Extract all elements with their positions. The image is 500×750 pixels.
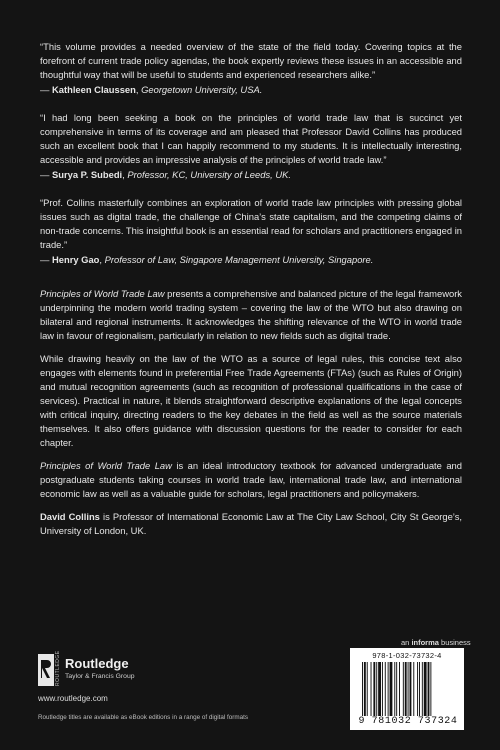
barcode-bar: [373, 662, 375, 716]
informa-business-label: an informa business: [401, 638, 471, 647]
book-title: Principles of World Trade Law: [40, 460, 172, 471]
reviewer-affiliation-3: Professor of Law, Singapore Management University, Singapore.: [104, 254, 374, 265]
reviewer-name-1: Kathleen Claussen: [51, 84, 136, 95]
barcode-bar: [394, 662, 395, 716]
barcode-bar: [390, 662, 393, 716]
barcode-bar: [376, 662, 377, 716]
barcode-bar: [410, 662, 412, 716]
barcode-bar: [378, 662, 381, 716]
review-attribution-2: — Surya P. Subedi, Professor, KC, University of Leeds, UK.: [40, 169, 291, 180]
routledge-vertical-text: ROUTLEDGE: [55, 650, 61, 686]
review-quote-3: “Prof. Collins masterfully combines an exploration of world trade law principles with pressing global issues such as digital trade, the challenge of China’s state capitalism, and the competing claims of non-trade concerns. This insightful book is an essential read for scholars and practitioners engaged in trade.”: [40, 197, 462, 250]
publisher-group: Taylor & Francis Group: [65, 673, 135, 680]
barcode-bar: [408, 662, 409, 716]
publisher-name: Routledge: [65, 656, 129, 671]
barcode-bar: [403, 662, 404, 716]
routledge-logo: [38, 650, 158, 688]
attribution-dash: —: [40, 169, 52, 180]
author-bio-text: is Professor of International Economic Law at The City Law School, City St George’s, University of London, UK.: [40, 511, 463, 536]
back-cover-text: [40, 40, 462, 538]
barcode-bar: [422, 662, 423, 716]
barcode-bar: [430, 662, 431, 716]
publisher-website: www.routledge.com: [38, 694, 108, 703]
attribution-dash: —: [40, 84, 52, 95]
reviewer-affiliation-1: Georgetown University, USA.: [141, 84, 263, 95]
barcode-bar: [367, 662, 368, 716]
barcode-bar: [396, 662, 397, 716]
book-title: Principles of World Trade Law: [40, 288, 165, 299]
description-paragraph-1: [40, 287, 462, 343]
description-paragraph-3: [40, 459, 462, 501]
review-attribution-1: — Kathleen Claussen, Georgetown University, USA.: [40, 84, 263, 95]
barcode-bar: [419, 662, 420, 716]
reviewer-name-2: Surya P. Subedi: [51, 169, 123, 180]
barcode-bar: [405, 662, 407, 716]
review-attribution-3: — Henry Gao, Professor of Law, Singapore Management University, Singapore.: [40, 254, 374, 265]
isbn-number: 978-1-032-73732-4: [372, 651, 442, 660]
barcode-bar: [385, 662, 386, 716]
review-quote-2: “I had long been seeking a book on the principles of world trade law that is succinct yet comprehensive in terms of its coverage and am pleased that Professor David Collins has produced such an excellent book that I can happily recommend to my students. It is intellectually interesting, accessible and provides an impressive analysis of the principles of world trade law.”: [40, 112, 462, 165]
reviewer-name-3: Henry Gao: [51, 254, 100, 265]
description-text-1: presents a comprehensive and balanced picture of the legal framework underpinning the modern world trading system – covering the law of the WTO but also drawing on bilateral and regional instruments. It acknowledges the shifting relevance of the WTO in world trade law in favour of regionalism, particularly in relation to new fields such as digital trade.: [40, 288, 462, 341]
attribution-dash: —: [40, 254, 52, 265]
barcode-bar: [362, 662, 363, 716]
barcode-bar: [413, 662, 414, 716]
barcode-bar: [399, 662, 400, 716]
author-bio: [40, 510, 462, 538]
barcode-bar: [371, 662, 372, 716]
barcode-bar: [424, 662, 427, 716]
reviewer-affiliation-2: Professor, KC, University of Leeds, UK.: [127, 169, 291, 180]
isbn-barcode-digits: 9 781032 737324: [358, 716, 458, 727]
isbn-barcode: [350, 648, 464, 730]
barcode-bar: [382, 662, 383, 716]
author-name: David Collins: [40, 511, 100, 522]
barcode-bar: [388, 662, 389, 716]
barcode-bar: [364, 662, 366, 716]
barcode-bar: [417, 662, 418, 716]
description-paragraph-2: While drawing heavily on the law of the WTO as a source of legal rules, this concise text also engages with elements found in preferential Free Trade Agreements (FTAs) (such as Rules of Origin) and mutual recognition agreements (such as recognition of professional qualifications in the case of services). Practical in nature, it blends straightforward descriptive explanations of the legal concepts with critical inquiry, directing readers to the key debates in the field as well as the source materials themselves. It also offers guidance with discussion questions for the reader to consider for each chapter.: [40, 353, 462, 448]
informa-brand: informa: [411, 638, 439, 647]
ebook-note: Routledge titles are available as eBook editions in a range of digital formats: [38, 714, 249, 721]
barcode-bars: [362, 662, 452, 716]
review-quote-1: “This volume provides a needed overview of the state of the field today. Covering topics at the forefront of current trade policy agendas, the book expertly reviews these issues in an accessible and thoughtful way that will be useful to students and experienced researchers alike.”: [40, 41, 462, 80]
description-text-3: is an ideal introductory textbook for advanced undergraduate and postgraduate students taking courses in world trade law, international trade law, and international economic law as well as a valuable guide for scholars, legal practitioners and policymakers.: [40, 460, 462, 499]
barcode-bar: [428, 662, 430, 716]
